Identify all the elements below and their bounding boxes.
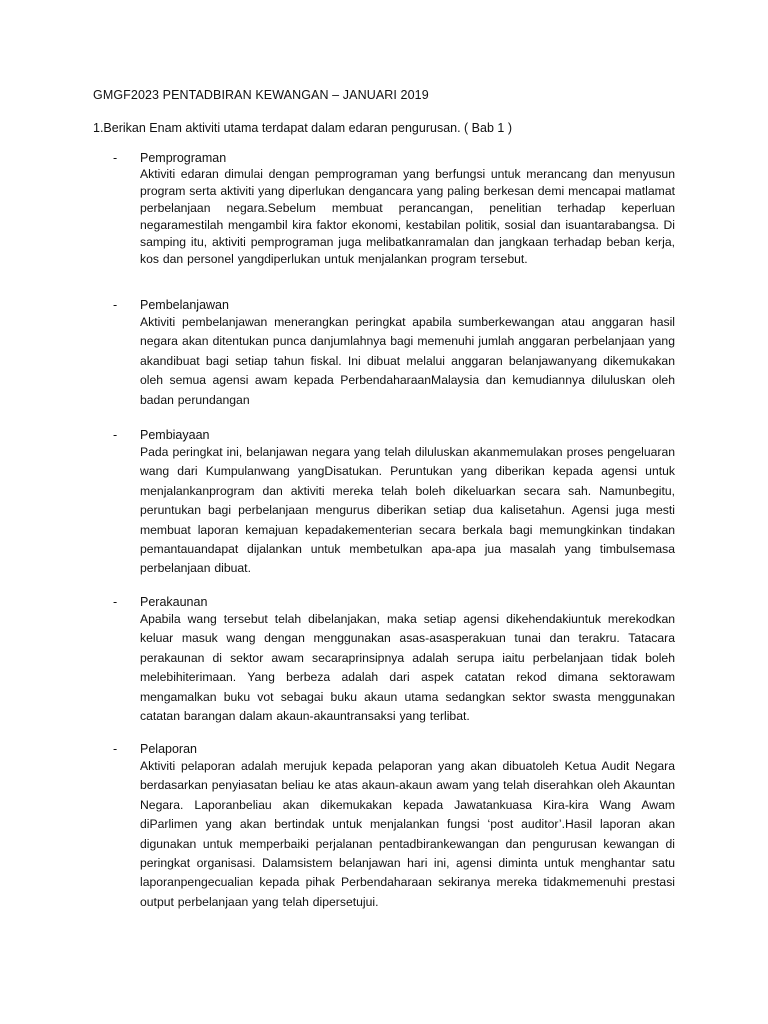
section-body: Aktiviti edaran dimulai dengan pemprograman yang berfungsi untuk merancang dan menyusun program serta aktiviti yang diperlukan dengancara yang paling berkesan demi mencapai matlamat perbelanjaan negara.Sebelum membuat perancangan, penelitian terhadap keperluan negaramestilah mengambil kira faktor ekonomi, kestabilan politik, sosial dan isuantarabangsa. Di samping itu, aktiviti pemprograman juga melibatkanramalan dan jangkaan terhadap beban kerja, kos dan personel yangdiperlukan untuk menjalankan program tersebut. [140,167,675,267]
bullet-dash: - [113,428,118,442]
section-heading: Pemprograman [140,151,227,165]
bullet-dash: - [113,595,118,609]
section-heading: Pembelanjawan [140,298,229,312]
section-body: Aktiviti pembelanjawan menerangkan peringkat apabila sumberkewangan atau anggaran hasil negara akan ditentukan punca danjumlahnya bagi memenuhi jumlah anggaran perbelanjaan yang akandibuat bagi setiap tahun fiskal. Ini dibuat melalui anggaran belanjawanyang dikemukakan oleh semua agensi awam kepada PerbendaharaanMalaysia dan kemudiannya diluluskan oleh badan perundangan [140,315,675,407]
section-body: Aktiviti pelaporan adalah merujuk kepada pelaporan yang akan dibuatoleh Ketua Audit Negara berdasarkan penyiasatan beliau ke atas akaun-akaun awam yang telah diserahkan oleh Akauntan Negara. Laporanbeliau akan dikemukakan kepada Jawatankuasa Kira-kira Wang Awam diParlimen yang akan bertindak untuk menjalankan fungsi ‘post auditor’.Hasil laporan akan digunakan untuk memperbaiki perjalanan pentadbirankewangan dan pengurusan kewangan di peringkat organisasi. Dalamsistem belanjawan hari ini, agensi diminta untuk menghantar satu laporanpengecualian kepada pihak Perbendaharaan sekiranya mereka tidakmemenuhi prestasi output perbelanjaan yang telah dipersetujui. [140,759,675,909]
section-heading: Pembiayaan [140,428,210,442]
section-heading: Perakaunan [140,595,208,609]
section-body: Pada peringkat ini, belanjawan negara yang telah diluluskan akanmemulakan proses pengeluaran wang dari Kumpulanwang yangDisatukan. Peruntukan yang diberikan kepada agensi untuk menjalankanprogram dan aktiviti mereka telah boleh dikeluarkan secara sah. Namunbegitu, peruntukan bagi perbelanjaan mengurus diberikan setiap dua kalisetahun. Agensi juga mesti membuat laporan kemajuan kepadakementerian secara berkala bagi memungkinkan tindakan pemantauandapat dijalankan untuk membetulkan apa-apa jua masalah yang timbulsemasa perbelanjaan dibuat. [140,445,675,576]
bullet-dash: - [113,742,118,756]
bullet-dash: - [113,298,118,312]
question-text: 1.Berikan Enam aktiviti utama terdapat dalam edaran pengurusan. ( Bab 1 ) [93,121,512,135]
bullet-dash: - [113,151,118,165]
document-title: GMGF2023 PENTADBIRAN KEWANGAN – JANUARI 2019 [93,88,429,102]
section-heading: Pelaporan [140,742,197,756]
section-body: Apabila wang tersebut telah dibelanjakan, maka setiap agensi dikehendakiuntuk merekodkan keluar masuk wang dengan menggunakan asas-asasperakuan tunai dan terakru. Tatacara perakaunan di sektor awam secaraprinsipnya adalah serupa iaitu perbelanjaan tidak boleh melebihiterimaan. Yang berbeza adalah dari aspek catatan rekod dimana sektorawam mengamalkan buku vot sebagai buku akaun utama sedangkan sektor swasta menggunakan catatan barangan dalam akaun-akauntransaksi yang terlibat. [140,612,675,724]
